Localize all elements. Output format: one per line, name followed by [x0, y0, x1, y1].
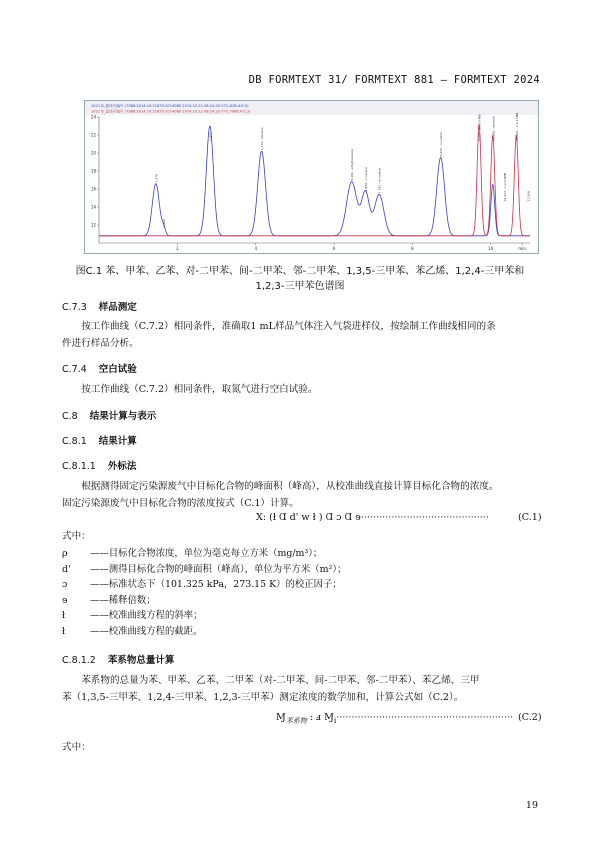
page-number: 19: [525, 800, 538, 811]
heading-c81: [62, 433, 137, 447]
page-header: DB FORMTEXT 31/ FORMTEXT 881 — FORMTEXT 2024: [248, 74, 540, 86]
peak-label: 11.006: [526, 191, 531, 202]
caption-line-1: 图C.1 苯、甲苯、乙苯、对-二甲苯、间-二甲苯、邻-二甲苯、1,3,5-三甲苯、苯乙烯、1,2,4-三甲苯和: [75, 266, 525, 277]
legend-entry-red: 1021 B_基线号编号 (7988:2014.10:21870:2014080 2014.10.22 08:24:20 07C:7988:4:E:3): [91, 109, 251, 114]
heading-title: 外标法: [107, 461, 137, 472]
x-tick-label: 6: [332, 246, 336, 251]
formula-lhs: Ɱ: [276, 712, 286, 723]
paragraph-c74: 按工作曲线（C.7.2）相同条件，取氮气进行空白试验。: [81, 384, 318, 395]
paragraph-line: 苯（1,3,5-三甲苯、1,2,4-三甲苯、1,2,3-三甲苯）测定浓度的数学加和，计算公式如（C.2）。: [62, 692, 464, 703]
peak-label: 1.470: [154, 174, 159, 183]
variable-symbol: d': [62, 563, 71, 575]
formula-c2: [276, 712, 513, 726]
variable-item: [62, 562, 552, 578]
peak-label: 10.377 - 1,2,4-TMB: [503, 173, 508, 202]
heading-title: 结果计算与表示: [89, 411, 157, 422]
formula-expression: X: (ł Ɑ d' w ł ) Ɑ ɔ Ɑ ɘ: [256, 512, 361, 523]
peak-label: 10.491 - 1,2,3-TMB: [514, 112, 519, 141]
y-tick-label: 20: [90, 150, 96, 156]
x-tick-label: min: [518, 246, 526, 251]
heading-number: C.8.1.2: [62, 655, 96, 666]
heading-c73: [62, 299, 137, 313]
variable-item: [62, 608, 552, 624]
formula-rhs: : ⅎ Ɱ: [306, 712, 334, 723]
heading-title: 结果计算: [98, 436, 137, 447]
y-tick-label: 16: [90, 186, 96, 192]
heading-number: C.7.3: [62, 302, 87, 313]
paragraph-line: 苯系物的总量为苯、甲苯、乙苯、二甲苯（对-二甲苯、间-二甲苯、邻-二甲苯）、苯乙烯、三甲: [81, 675, 480, 686]
peak-label: 7.145 - m-xylene: [377, 167, 382, 194]
heading-number: C.8.1: [62, 436, 87, 447]
variable-description: ——稀释倍数；: [90, 594, 156, 606]
y-tick-label: 12: [90, 222, 96, 228]
peak-label: 1.802: [162, 219, 167, 228]
y-tick-label: 14: [90, 204, 96, 210]
heading-title: 苯系物总量计算: [107, 655, 175, 666]
peak-label: 10.062 - styrene: [491, 116, 496, 141]
peak-label: 9.654 - 1,3,5-TMB: [477, 114, 482, 141]
heading-title: 样品测定: [98, 302, 137, 313]
heading-c812: [62, 652, 174, 666]
peak-label: 2.850: [208, 132, 213, 141]
variable-description: ——校准曲线方程的截距。: [90, 625, 203, 637]
figure-caption: [30, 264, 570, 294]
variable-item: [62, 624, 552, 640]
paragraph-line: 固定污染源废气中目标化合物的浓度按式（C.1）计算。: [62, 498, 299, 509]
variable-symbol: ɔ: [62, 579, 68, 590]
y-tick-label: 18: [90, 168, 96, 174]
y-tick-label: 24: [90, 114, 96, 120]
heading-c74: [62, 361, 137, 375]
x-tick-label: 4: [254, 246, 258, 251]
formula-c1: [256, 512, 489, 523]
paragraph-c811: [62, 478, 552, 512]
peak-label: 6.493 - ethylbenzene: [350, 148, 355, 181]
variable-symbol: ρ: [62, 548, 68, 559]
formula-leader-dots: ··········································: [360, 512, 489, 523]
heading-number: C.7.4: [62, 364, 87, 375]
caption-line-2: 1,2,3-三甲苯色谱图: [255, 281, 345, 292]
peak-label: 6.826 - p-xylene: [363, 167, 368, 192]
variable-description: ——标准状态下（101.325 kPa，273.15 K）的校正因子；: [90, 579, 342, 590]
variable-description: ——测得目标化合物的峰面积（峰高），单位为平方米（m²）；: [90, 563, 347, 575]
variable-symbol: ł: [62, 625, 66, 637]
variable-description: ——目标化合物浓度，单位为毫克每立方米（mg/m³）；: [90, 548, 323, 559]
formula-c2-number: (C.2): [518, 712, 542, 723]
peak-label: 4.116 - toluene: [260, 127, 265, 151]
heading-c8: [62, 408, 156, 422]
peak-label: 8.643 - o-xylene: [439, 131, 444, 157]
paragraph-line: 根据测得固定污染源废气中目标化合物的峰面积（峰高），从校准曲线直接计算目标化合物的浓度。: [81, 481, 499, 492]
x-tick-label: 2: [176, 246, 179, 251]
heading-number: C.8.1.1: [62, 461, 96, 472]
variable-symbol: ɘ: [62, 594, 68, 606]
legend-entry-blue: 1021 B_基线号编号 (7988:2014.10:21870:2014080 2014.10.22 08:24:20 07C:81B:4:E:3): [91, 104, 249, 108]
variable-list: [62, 546, 552, 639]
variable-item: [62, 577, 552, 593]
formula-c1-number: (C.1): [518, 512, 542, 523]
chromatogram-svg: [85, 101, 538, 253]
where-label-2: 式中：: [62, 742, 91, 753]
y-tick-label: 22: [90, 132, 96, 138]
paragraph-c73: [62, 318, 552, 352]
chromatogram-chart: [84, 100, 539, 254]
heading-number: C.8: [62, 411, 78, 422]
x-tick-label: 8: [411, 246, 414, 251]
variable-symbol: ł: [62, 610, 66, 621]
heading-title: 空白试验: [98, 364, 137, 375]
formula-lhs-subscript: 苯系物: [285, 716, 307, 725]
where-label-1: 式中：: [62, 531, 91, 542]
x-tick-label: 10: [488, 246, 494, 251]
variable-item: [62, 593, 552, 609]
paragraph-line: 按工作曲线（C.7.2）相同条件，准确取1 mL样品气体注入气袋进样仪，按绘制工作曲线相同的条: [81, 321, 496, 332]
paragraph-line: 件进行样品分析。: [62, 338, 139, 349]
formula-rhs-subscript: i: [333, 716, 337, 725]
heading-c811: [62, 458, 136, 472]
variable-item: [62, 546, 552, 562]
variable-description: ——校准曲线方程的斜率；: [90, 610, 203, 621]
paragraph-c812: [62, 672, 552, 706]
formula-leader-dots: ··························································: [336, 712, 514, 723]
